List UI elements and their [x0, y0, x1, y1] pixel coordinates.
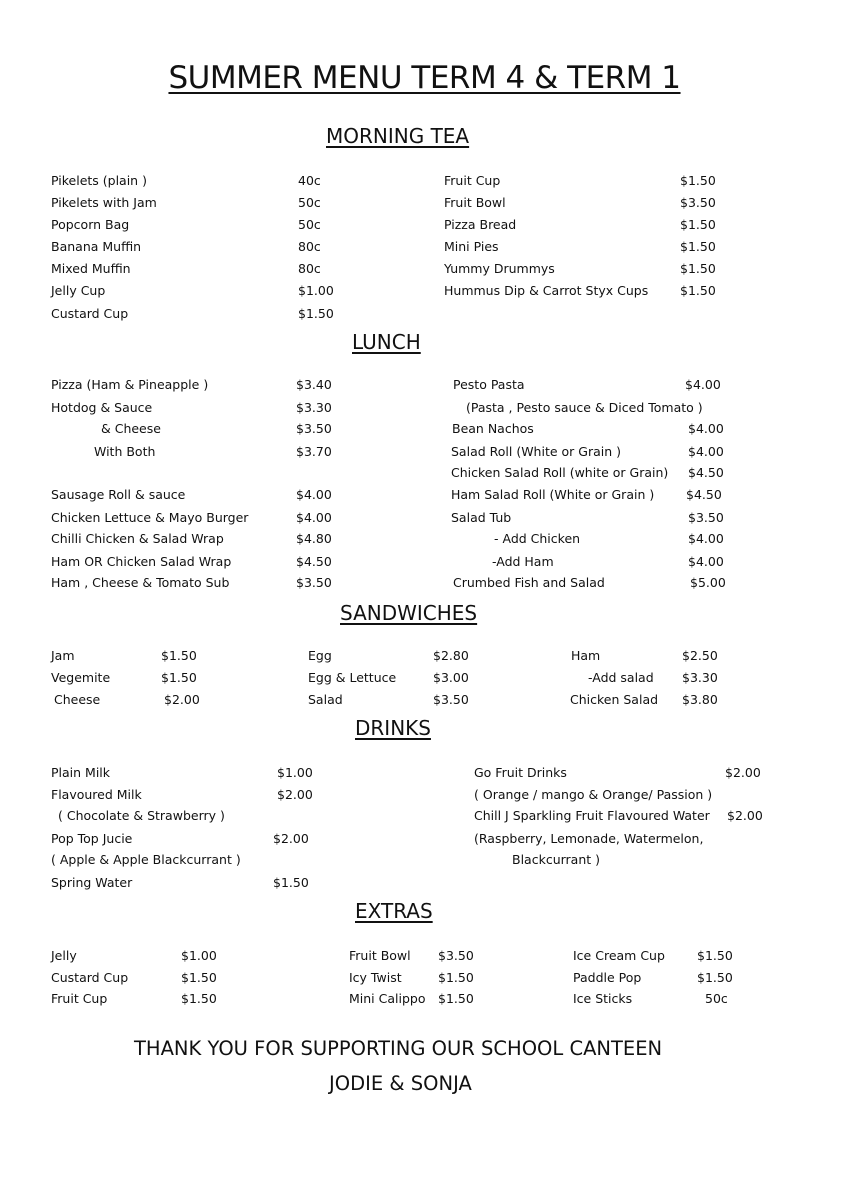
- morning-tea-left-item-name: Pikelets (plain ): [51, 173, 147, 188]
- lunch-right-item-name: -Add Ham: [492, 554, 554, 569]
- signature: JODIE & SONJA: [329, 1072, 472, 1095]
- lunch-left-item-price: $4.00: [296, 510, 332, 525]
- sandwiches-col1-item-name: Cheese: [54, 692, 101, 707]
- extras-col3-item-price: $1.50: [697, 970, 733, 985]
- drinks-right-item-price: $2.00: [725, 765, 761, 780]
- sandwiches-col1-item-name: Jam: [51, 648, 75, 663]
- lunch-right-item-name: (Pasta , Pesto sauce & Diced Tomato ): [466, 400, 703, 415]
- extras-col1-item-price: $1.50: [181, 970, 217, 985]
- lunch-left-item-price: $3.50: [296, 421, 332, 436]
- drinks-left-item-name: Flavoured Milk: [51, 787, 142, 802]
- lunch-left-item-name: Pizza (Ham & Pineapple ): [51, 377, 209, 392]
- lunch-right-item-name: Ham Salad Roll (White or Grain ): [451, 487, 655, 502]
- morning-tea-right-item-price: $1.50: [680, 283, 716, 298]
- sandwiches-col2-item-price: $3.00: [433, 670, 469, 685]
- sandwiches-col3-item-name: Ham: [571, 648, 601, 663]
- drinks-left-item-price: $2.00: [277, 787, 313, 802]
- extras-col2-item-price: $1.50: [438, 991, 474, 1006]
- extras-col1-item-price: $1.50: [181, 991, 217, 1006]
- extras-col1-item-price: $1.00: [181, 948, 217, 963]
- sandwiches-col3-item-price: $3.30: [682, 670, 718, 685]
- drinks-right-item-name: Go Fruit Drinks: [474, 765, 567, 780]
- morning-tea-right-item-name: Fruit Bowl: [444, 195, 506, 210]
- lunch-right-item-name: Salad Tub: [451, 510, 512, 525]
- lunch-right-item-name: Pesto Pasta: [453, 377, 525, 392]
- lunch-left-item-name: & Cheese: [101, 421, 161, 436]
- lunch-right-item-name: Crumbed Fish and Salad: [453, 575, 605, 590]
- morning-tea-right-item-name: Yummy Drummys: [444, 261, 555, 276]
- morning-tea-right-item-price: $3.50: [680, 195, 716, 210]
- lunch-right-item-price: $4.50: [688, 465, 724, 480]
- morning-tea-left-item-price: 50c: [298, 195, 321, 210]
- morning-tea-left-item-price: $1.00: [298, 283, 334, 298]
- lunch-right-item-price: $4.00: [688, 531, 724, 546]
- section-heading-drinks: DRINKS: [355, 716, 431, 740]
- extras-col2-item-price: $1.50: [438, 970, 474, 985]
- drinks-right-item-name: ( Orange / mango & Orange/ Passion ): [474, 787, 713, 802]
- sandwiches-col2-item-price: $2.80: [433, 648, 469, 663]
- extras-col2-item-name: Icy Twist: [349, 970, 402, 985]
- morning-tea-right-item-name: Pizza Bread: [444, 217, 517, 232]
- morning-tea-left-item-price: $1.50: [298, 306, 334, 321]
- lunch-left-item-name: Chilli Chicken & Salad Wrap: [51, 531, 224, 546]
- morning-tea-left-item-name: Popcorn Bag: [51, 217, 130, 232]
- drinks-left-item-price: $2.00: [273, 831, 309, 846]
- lunch-left-item-price: $3.30: [296, 400, 332, 415]
- extras-col3-item-price: 50c: [705, 991, 728, 1006]
- lunch-right-item-price: $4.00: [685, 377, 721, 392]
- lunch-right-item-price: $4.00: [688, 444, 724, 459]
- morning-tea-left-item-name: Jelly Cup: [51, 283, 106, 298]
- lunch-right-item-name: Bean Nachos: [452, 421, 534, 436]
- lunch-left-item-name: Ham OR Chicken Salad Wrap: [51, 554, 232, 569]
- morning-tea-right-item-name: Hummus Dip & Carrot Styx Cups: [444, 283, 649, 298]
- sandwiches-col2-item-name: Egg: [308, 648, 332, 663]
- lunch-left-item-name: Ham , Cheese & Tomato Sub: [51, 575, 230, 590]
- section-heading-sandwiches: SANDWICHES: [340, 601, 478, 625]
- morning-tea-right-item-price: $1.50: [680, 261, 716, 276]
- sandwiches-col3-item-price: $3.80: [682, 692, 718, 707]
- drinks-left-item-name: Plain Milk: [51, 765, 111, 780]
- sandwiches-col1-item-price: $1.50: [161, 670, 197, 685]
- extras-col1-item-name: Fruit Cup: [51, 991, 108, 1006]
- drinks-left-item-name: ( Chocolate & Strawberry ): [58, 808, 225, 823]
- section-heading-extras: EXTRAS: [355, 899, 433, 923]
- lunch-right-item-price: $4.50: [686, 487, 722, 502]
- sandwiches-col1-item-price: $2.00: [164, 692, 200, 707]
- morning-tea-left-item-name: Pikelets with Jam: [51, 195, 157, 210]
- sandwiches-col2-item-name: Salad: [308, 692, 343, 707]
- drinks-right-item-price: $2.00: [727, 808, 763, 823]
- morning-tea-left-item-price: 80c: [298, 261, 321, 276]
- morning-tea-left-item-price: 50c: [298, 217, 321, 232]
- lunch-left-item-price: $4.80: [296, 531, 332, 546]
- section-heading-morning-tea: MORNING TEA: [326, 124, 470, 148]
- sandwiches-col3-item-name: Chicken Salad: [570, 692, 659, 707]
- lunch-left-item-price: $4.00: [296, 487, 332, 502]
- lunch-left-item-price: $4.50: [296, 554, 332, 569]
- drinks-right-item-name: Chill J Sparkling Fruit Flavoured Water: [474, 808, 710, 823]
- thank-you-note: THANK YOU FOR SUPPORTING OUR SCHOOL CANTEEN: [134, 1037, 663, 1060]
- morning-tea-left-item-name: Custard Cup: [51, 306, 129, 321]
- drinks-right-item-name: Blackcurrant ): [512, 852, 601, 867]
- lunch-right-item-price: $3.50: [688, 510, 724, 525]
- sandwiches-col2-item-price: $3.50: [433, 692, 469, 707]
- sandwiches-col1-item-price: $1.50: [161, 648, 197, 663]
- extras-col3-item-price: $1.50: [697, 948, 733, 963]
- menu-title: SUMMER MENU TERM 4 & TERM 1: [168, 60, 681, 96]
- drinks-left-item-price: $1.00: [277, 765, 313, 780]
- lunch-left-item-price: $3.70: [296, 444, 332, 459]
- drinks-right-item-name: (Raspberry, Lemonade, Watermelon,: [474, 831, 704, 846]
- lunch-right-item-name: Chicken Salad Roll (white or Grain): [451, 465, 669, 480]
- drinks-left-item-name: Spring Water: [51, 875, 133, 890]
- drinks-left-item-name: Pop Top Jucie: [51, 831, 133, 846]
- morning-tea-right-item-name: Fruit Cup: [444, 173, 501, 188]
- morning-tea-left-item-price: 40c: [298, 173, 321, 188]
- lunch-right-item-price: $4.00: [688, 421, 724, 436]
- extras-col1-item-name: Custard Cup: [51, 970, 129, 985]
- extras-col3-item-name: Ice Cream Cup: [573, 948, 665, 963]
- sandwiches-col3-item-price: $2.50: [682, 648, 718, 663]
- lunch-left-item-price: $3.50: [296, 575, 332, 590]
- lunch-left-item-name: Hotdog & Sauce: [51, 400, 153, 415]
- lunch-left-item-price: $3.40: [296, 377, 332, 392]
- drinks-left-item-price: $1.50: [273, 875, 309, 890]
- lunch-left-item-name: Sausage Roll & sauce: [51, 487, 186, 502]
- morning-tea-right-item-price: $1.50: [680, 217, 716, 232]
- lunch-right-item-price: $5.00: [690, 575, 726, 590]
- morning-tea-left-item-price: 80c: [298, 239, 321, 254]
- extras-col2-item-name: Mini Calippo: [349, 991, 426, 1006]
- lunch-left-item-name: With Both: [94, 444, 156, 459]
- lunch-right-item-price: $4.00: [688, 554, 724, 569]
- drinks-left-item-name: ( Apple & Apple Blackcurrant ): [51, 852, 241, 867]
- morning-tea-right-item-price: $1.50: [680, 239, 716, 254]
- morning-tea-left-item-name: Mixed Muffin: [51, 261, 131, 276]
- lunch-left-item-name: Chicken Lettuce & Mayo Burger: [51, 510, 249, 525]
- extras-col2-item-name: Fruit Bowl: [349, 948, 411, 963]
- morning-tea-left-item-name: Banana Muffin: [51, 239, 142, 254]
- morning-tea-right-item-price: $1.50: [680, 173, 716, 188]
- extras-col3-item-name: Paddle Pop: [573, 970, 642, 985]
- extras-col2-item-price: $3.50: [438, 948, 474, 963]
- lunch-right-item-name: Salad Roll (White or Grain ): [451, 444, 622, 459]
- morning-tea-right-item-name: Mini Pies: [444, 239, 499, 254]
- lunch-right-item-name: - Add Chicken: [494, 531, 581, 546]
- sandwiches-col1-item-name: Vegemite: [51, 670, 111, 685]
- sandwiches-col3-item-name: -Add salad: [588, 670, 654, 685]
- extras-col3-item-name: Ice Sticks: [573, 991, 633, 1006]
- section-heading-lunch: LUNCH: [352, 330, 421, 354]
- sandwiches-col2-item-name: Egg & Lettuce: [308, 670, 397, 685]
- extras-col1-item-name: Jelly: [51, 948, 77, 963]
